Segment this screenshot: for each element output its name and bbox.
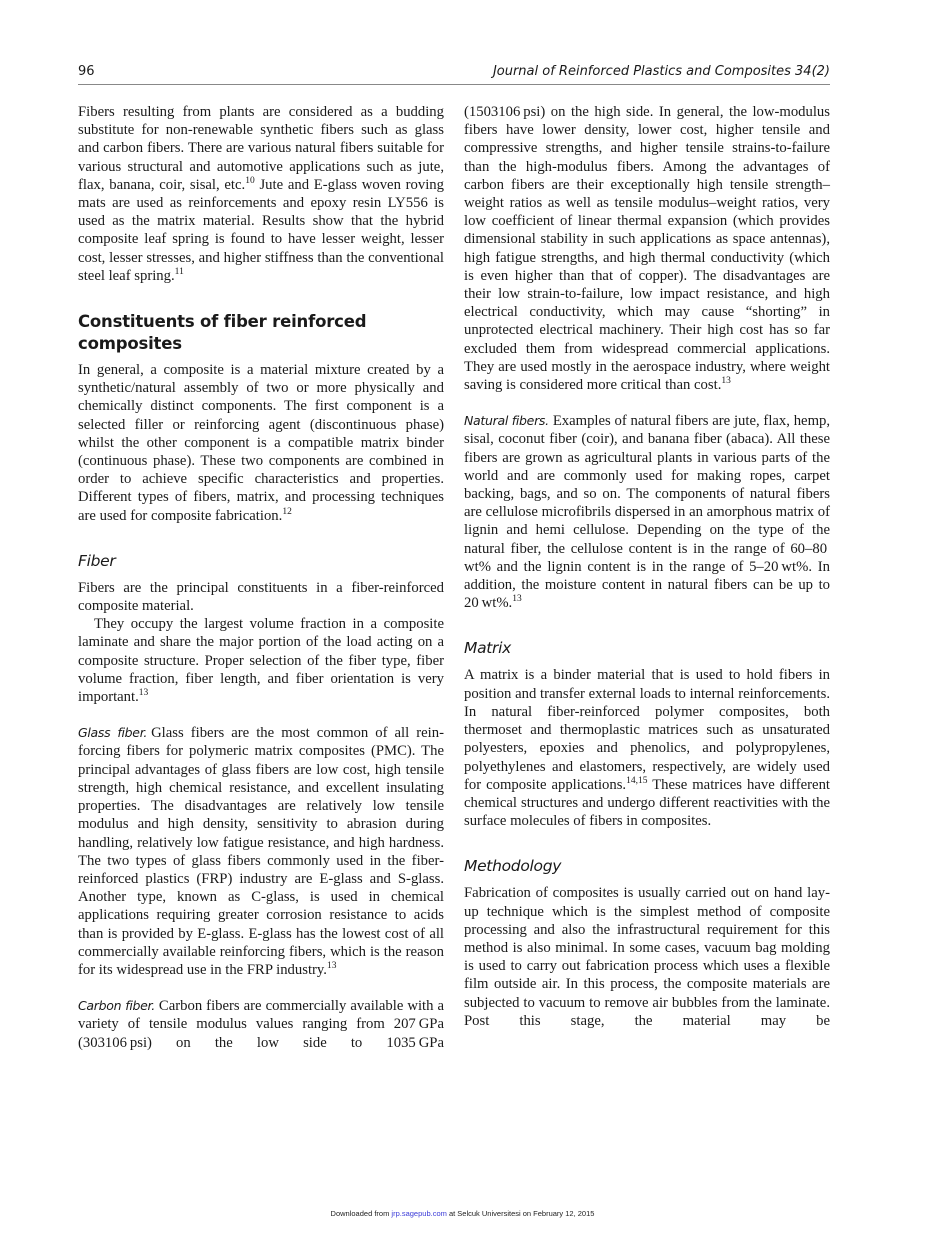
paragraph: [464, 412, 830, 612]
paragraph: [464, 666, 830, 830]
citation-superscript: 13: [512, 594, 522, 605]
citation-superscript: 13: [326, 960, 337, 971]
run-in-heading: Glass fiber.: [78, 725, 148, 741]
paragraph: [78, 724, 444, 979]
paragraph-text: In general, a composite is a material mixture created by a synthetic/natural assembly of two or more physically and chemically distinct components. The first component is a selected filler or reinforcing agent (discontinuous phase) whilst the other component is a compatible matrix binder (continuous phase). These two components are combined in order to achieve specific characteristics and properties. Different types of fibers, matrix, and processing techniques are used for composite fabrication.: [78, 362, 444, 524]
paragraph: [78, 103, 444, 285]
footer-suffix: at Selcuk Universitesi on February 12, 2015: [446, 1209, 595, 1218]
paragraph: [78, 615, 444, 706]
citation-superscript: 14,15: [626, 775, 648, 786]
subsection-heading: Methodology: [464, 857, 562, 876]
citation-superscript: 11: [174, 266, 184, 277]
paragraph-text: Glass fibers are the most common of all reinforcing fibers for polymeric matrix composites (PMC). The principal advantages of glass fibers are low cost, high tensile strength, high chemical resistance, and excellent insulating properties. The disadvantages are relatively low tensile modulus and high density, sensitivity to abrasion during handling, relatively low fatigue resistance, and high hardness. The two types of glass fibers commonly used in the fiber-reinforced plastics (FRP) industry are E-glass and S-glass. Another type, known as C-glass, is used in chemical applications requiring greater corrosion resistance to acids than is provided by E-glass. E-glass has the lowest cost of all commercially available reinforcing fibers, which is the reason for its widespread use in the FRP industry.: [78, 725, 444, 978]
page-number: 96: [78, 64, 95, 79]
citation-superscript: 12: [282, 506, 292, 517]
left-column: [78, 103, 444, 1052]
download-footer: [0, 1209, 925, 1218]
paragraph-text: Fibers are the principal constituents in a fiber-reinforced composite material.: [78, 579, 444, 615]
journal-title: Journal of Reinforced Plastics and Composites 34(2): [492, 64, 830, 79]
run-in-heading: Natural fibers.: [464, 413, 549, 429]
paragraph-text: Carbon fibers are commercially available with a variety of tensile modulus values ranging from 207 GPa (303106 psi) on the low side to 1035 GPa: [78, 998, 444, 1051]
citation-superscript: 13: [721, 376, 731, 387]
paragraph-text: These matrices have different chemical structures and undergo different reactivities with the surface molecules of fibers in composites.: [464, 776, 830, 830]
section-heading: Constituents of fiber reinforced composites: [78, 312, 367, 354]
paragraph-text: They occupy the largest volume fraction in a composite laminate and share the major portion of the load acting on a composite structure. Proper selection of the fiber type, fiber volume fraction, fiber length, and fiber orientation is very important.: [78, 616, 444, 706]
subsection-heading: Matrix: [464, 639, 512, 658]
paragraph-text: Jute and E-glass woven roving mats are used as reinforcements and epoxy resin LY556 is used as the matrix material. Results show that the hybrid composite leaf spring is found to have lesser weight, lesser cost, lesser stresses, and higher stiffness than the conventional steel leaf spring.: [78, 176, 444, 284]
footer-link[interactable]: jrp.sagepub.com: [391, 1209, 447, 1218]
citation-superscript: 10: [245, 175, 255, 186]
paragraph-text: Fibers resulting from plants are considered as a budding substitute for non-renewable synthetic fibers such as glass and carbon fibers. There are various natural fibers suitable for various structural and automotive applications such as jute, flax, banana, coir, sisal, etc.: [78, 104, 444, 193]
paragraph: [78, 579, 444, 615]
subsection-heading: Fiber: [78, 551, 116, 570]
paragraph-text: Fabrication of composites is usually carried out on hand lay-up technique which is the simplest method of composite processing and also the infrastructural requirement for this method is also minimal. In some cases, vacuum bag molding is used to carry out fabrication process which uses a flexible film outside air. In this process, the composite materials are subjected to vacuum to remove air bubbles from the laminate. Post this stage, the material may be: [464, 885, 830, 1029]
paragraph: [78, 997, 444, 1052]
paragraph-text: A matrix is a binder material that is used to hold fibers in position and transfer external loads to internal reinforcements. In natural fiber-reinforced polymer composites, both thermoset and thermoplastic matrices such as unsaturated polyesters, epoxies and phenolics, and polypropylenes, polyethylenes and elastomers, respectively, are widely used for composite applications.: [464, 667, 830, 793]
paragraph: [464, 103, 830, 394]
paragraph: [78, 361, 444, 525]
right-column: [464, 103, 830, 1030]
paragraph-text: (1503106 psi) on the high side. In general, the low-modulus fibers have lower density, lower cost, higher tensile and compressive strengths, and higher tensile strains-to-failure than the high-modulus fibers. Among the advantages of carbon fibers are their exceptionally high tensile strength–weight ratios as well as tensile modulus–weight ratios, very low coefficient of linear thermal expansion (which provides dimensional stability in such applications as space antennas), high fatigue strengths, and high thermal conductivity (which is even higher than that of copper). The disadvantages are their low strain-to-failure, low impact resistance, and high electrical conductivity, which may cause “shorting” in unprotected electrical machinery. Their high cost has so far excluded them from widespread commercial applications. They are used mostly in the aerospace industry, where weight saving is considered more critical than cost.: [464, 104, 830, 394]
running-header: [78, 62, 830, 85]
run-in-heading: Carbon fiber.: [78, 998, 155, 1014]
paragraph-text: Examples of natural fibers are jute, flax, hemp, sisal, coconut fiber (coir), and banana fiber (abaca). All these fibers are grown as agricultural plants in various parts of the world and are commonly used for making ropes, carpet backing, bags, and so on. The components of natural fibers are cellulose microfibrils dispersed in an amorphous matrix of lignin and hemi cellulose. Depending on the type of the natural fiber, the cellulose content is in the range of 60–80 wt% and the lignin content is in the range of 5–20 wt%. In addition, the moisture content in natural fibers can be up to 20 wt%.: [464, 413, 831, 612]
footer-prefix: Downloaded from: [330, 1209, 392, 1218]
paragraph: [464, 884, 830, 1030]
citation-superscript: 13: [138, 688, 149, 699]
